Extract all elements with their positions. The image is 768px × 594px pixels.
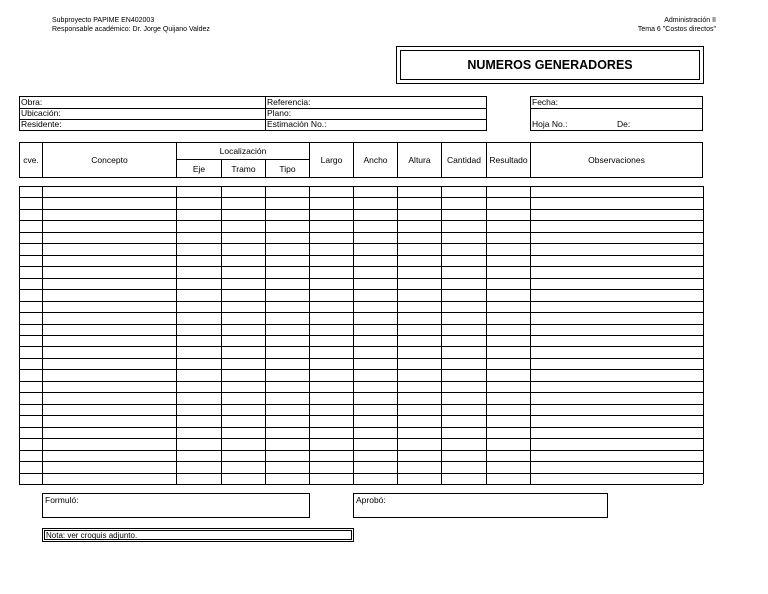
header-ancho: Ancho — [353, 142, 398, 178]
residente-label: Residente: — [21, 119, 62, 129]
project-line: Subproyecto PAPIME EN402003 — [52, 17, 155, 24]
header-cantidad: Cantidad — [441, 142, 487, 178]
de-label: De: — [617, 119, 631, 129]
plano-label: Plano: — [267, 108, 292, 118]
header-tramo: Tramo — [221, 159, 266, 178]
aprobo-label: Aprobó: — [356, 495, 386, 505]
obra-label: Obra: — [21, 97, 43, 107]
header-observaciones: Observaciones — [530, 142, 703, 178]
course-line: Administración II — [664, 17, 716, 24]
responsible-line: Responsable académico: Dr. Jorge Quijano Valdez — [52, 26, 210, 33]
header-resultado: Resultado — [486, 142, 531, 178]
ubicacion-label: Ubicación: — [21, 108, 61, 118]
hoja-label: Hoja No.: — [532, 119, 568, 129]
page-title: NUMEROS GENERADORES — [400, 50, 700, 80]
formulo-box — [42, 493, 310, 518]
topic-line: Tema 6 "Costos directos" — [637, 26, 716, 33]
referencia-label: Referencia: — [267, 97, 311, 107]
nota-box — [42, 528, 354, 542]
aprobo-box — [353, 493, 608, 518]
nota-text: Nota: ver croquis adjunto. — [44, 530, 352, 540]
header-tipo: Tipo — [265, 159, 310, 178]
header-concepto: Concepto — [42, 142, 177, 178]
header-eje: Eje — [176, 159, 222, 178]
header-localizacion: Localización — [176, 142, 310, 160]
header-cve: cve. — [19, 142, 43, 178]
header-largo: Largo — [309, 142, 354, 178]
formulo-label: Formuló: — [45, 495, 79, 505]
header-altura: Altura — [397, 142, 442, 178]
estimacion-label: Estimación No.: — [267, 119, 327, 129]
fecha-label: Fecha: — [532, 97, 558, 107]
